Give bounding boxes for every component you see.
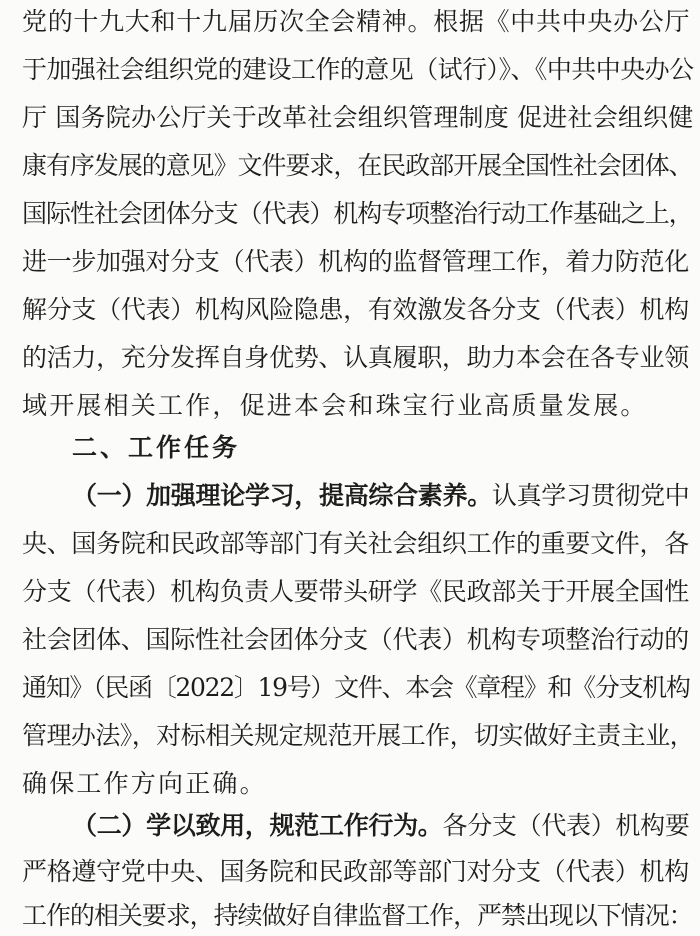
text-line-5: 国际性社会团体分支（代表）机构专项整治行动工作基础之上， [22,199,693,228]
item2-first-line-rest: 各分支（代表）机构要 [442,811,690,840]
text-line-1: 党的十九大和十九届历次全会精神。根据《中共中央办公厅 [22,7,691,36]
item1-line-2: 央、国务院和民政部等部门有关社会组织工作的重要文件，各 [22,529,689,558]
text-line-9: 域开展相关工作，促进本会和珠宝行业高质量发展。 [22,391,648,420]
item1-line-5: 通知》（民函〔2022〕19号）文件、本会《章程》和《分支机构 [22,673,690,702]
item2-line-3: 工作的相关要求，持续做好自律监督工作，严禁出现以下情况： [22,901,693,930]
item1-line-6: 管理办法》，对标相关规定规范开展工作，切实做好主责主业， [22,721,695,750]
item1-line-3: 分支（代表）机构负责人要带头研学《民政部关于开展全国性 [22,577,689,606]
item1-first-line [72,476,690,516]
text-line-4: 康有序发展的意见》文件要求，在民政部开展全国性社会团体、 [22,151,693,180]
item2-first-line [72,806,690,846]
text-line-2: 于加强社会组织党的建设工作的意见（试行）》、《中共中央办公 [22,55,694,84]
item1-line-4: 社会团体、国际性社会团体分支（代表）机构专项整治行动的 [22,625,689,654]
item1-line-7: 确保工作方向正确。 [22,769,267,798]
section-heading: 二、工作任务 [72,433,241,462]
item2-title: （二）学以致用，规范工作行为。 [72,811,443,840]
item1-first-line-rest: 认真学习贯彻党中 [491,481,690,510]
text-line-6: 进一步加强对分支（代表）机构的监督管理工作，着力防范化 [22,247,689,276]
text-line-8: 的活力，充分发挥自身优势、认真履职，助力本会在各专业领 [22,343,689,372]
text-line-3: 厅 国务院办公厅关于改革社会组织管理制度 促进社会组织健 [22,103,694,132]
item2-line-2: 严格遵守党中央、国务院和民政部等部门对分支（代表）机构 [22,857,689,886]
item1-title: （一）加强理论学习，提高综合素养。 [72,481,492,510]
text-line-7: 解分支（代表）机构风险隐患，有效激发各分支（代表）机构 [22,295,689,324]
